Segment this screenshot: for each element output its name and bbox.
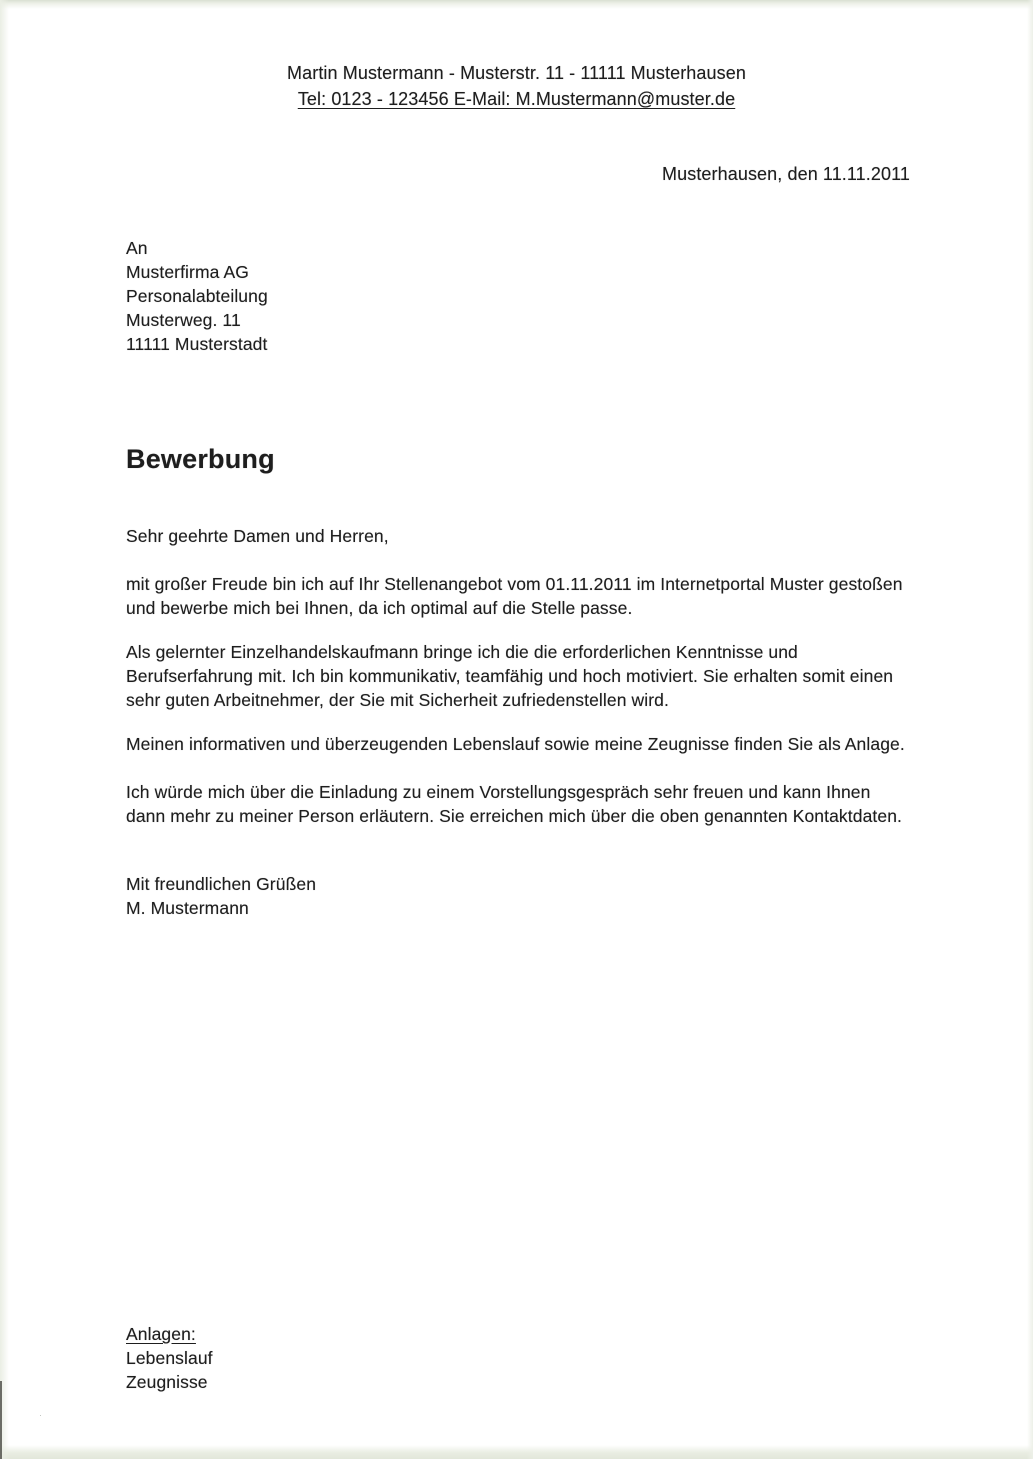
recipient-line: 11111 Musterstadt — [126, 334, 268, 354]
recipient-address — [126, 236, 268, 356]
scan-edge-right — [1027, 0, 1033, 1459]
recipient-line: Personalabteilung — [126, 286, 268, 306]
body-paragraph: Meinen informativen und überzeugenden Lebenslauf sowie meine Zeugnisse finden Sie als Anlage. — [126, 734, 905, 754]
attachments-heading: Anlagen: — [126, 1324, 196, 1344]
sender-line: Martin Mustermann - Musterstr. 11 - 11111 Musterhausen — [287, 63, 746, 83]
scan-speck: · — [39, 1410, 42, 1420]
scan-edge-bottom — [0, 1445, 1033, 1459]
attachment-item: Lebenslauf — [126, 1348, 213, 1368]
date-line: Musterhausen, den 11.11.2011 — [662, 164, 910, 184]
body-paragraph: mit großer Freude bin ich auf Ihr Stellenangebot vom 01.11.2011 im Internetportal Muster gestoßen und bewerbe mich bei Ihnen, da ich optimal auf die Stelle passe. — [126, 574, 903, 618]
body-paragraph: Als gelernter Einzelhandelskaufmann bringe ich die die erforderlichen Kenntnisse und Berufserfahrung mit. Ich bin kommunikativ, teamfähig und hoch motiviert. Sie erhalten somit einen sehr guten Arbeitnehmer, der Sie mit Sicherheit zufriedenstellen wird. — [126, 642, 894, 710]
scan-edge-top — [0, 0, 1033, 9]
recipient-line: An — [126, 238, 148, 258]
attachment-item: Zeugnisse — [126, 1372, 208, 1392]
closing-block — [126, 872, 316, 920]
contact-line: Tel: 0123 - 123456 E-Mail: M.Mustermann@muster.de — [297, 89, 736, 109]
salutation: Sehr geehrte Damen und Herren, — [126, 526, 389, 546]
recipient-line: Musterweg. 11 — [126, 310, 241, 330]
attachments-block — [126, 1322, 213, 1394]
scan-edge-dark-line — [0, 1381, 2, 1459]
letter-header — [0, 60, 1033, 112]
signature-name: M. Mustermann — [126, 898, 249, 918]
closing-phrase: Mit freundlichen Grüßen — [126, 874, 317, 894]
body-paragraph: Ich würde mich über die Einladung zu einem Vorstellungsgespräch sehr freuen und kann Ihnen dann mehr zu meiner Person erläutern. Sie erreichen mich über die oben genannten Kontaktdaten. — [126, 782, 902, 826]
subject-heading: Bewerbung — [126, 444, 275, 474]
recipient-line: Musterfirma AG — [126, 262, 249, 282]
scan-edge-left — [0, 0, 9, 1459]
